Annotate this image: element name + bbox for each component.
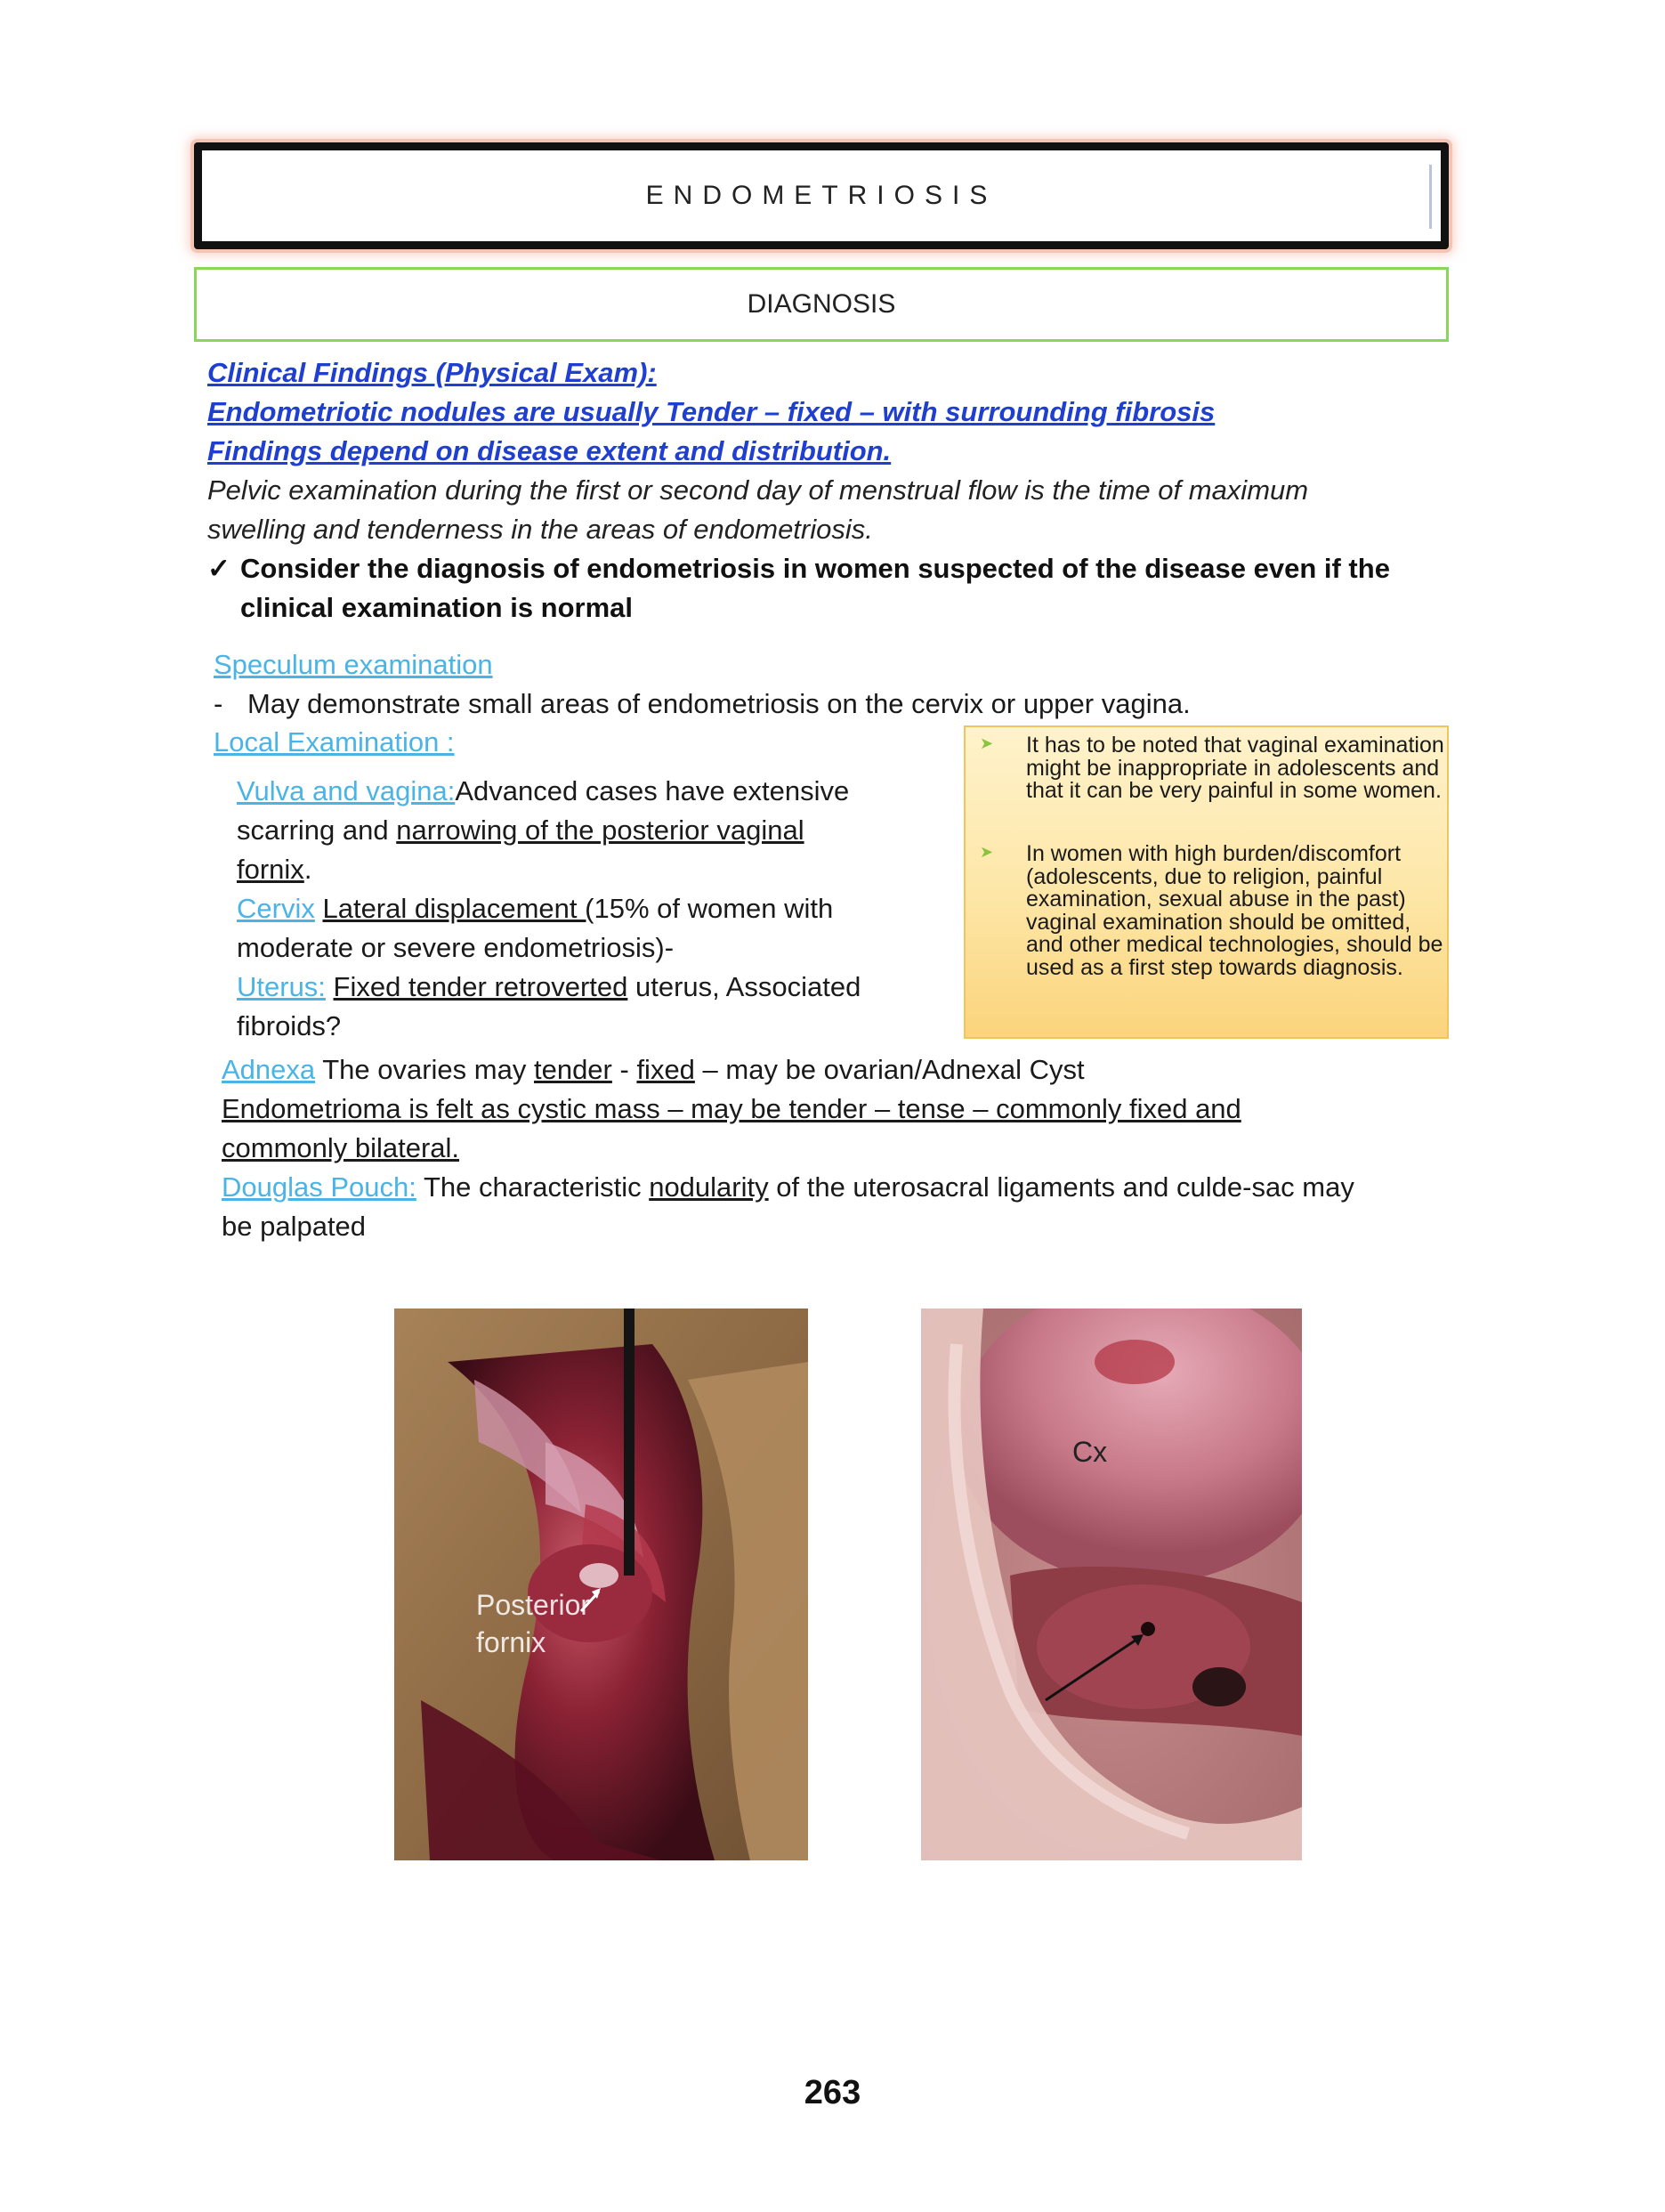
- speculum-heading: Speculum examination: [214, 649, 493, 680]
- consider-line-2: clinical examination is normal: [240, 592, 634, 623]
- uterus-label: Uterus:: [237, 971, 326, 1002]
- posterior-fornix-illustration: [394, 1309, 808, 1860]
- posterior-fornix-photo: [394, 1309, 808, 1860]
- arrow-bullet-icon: ➤: [980, 734, 994, 752]
- clinical-nodules: Endometriotic nodules are usually Tender – fixed – with surrounding fibrosis: [207, 396, 1216, 427]
- title-box-accent: [1429, 165, 1432, 229]
- cervix-line-1: [237, 889, 833, 928]
- uterus-line-1: [237, 968, 861, 1007]
- adnexa-text-1: The ovaries may: [322, 1054, 527, 1085]
- vulva-period: .: [303, 854, 312, 885]
- pelvic-line-2: swelling and tenderness in the areas of endometriosis.: [207, 514, 873, 545]
- adnexa-line-2: Endometrioma is felt as cystic mass – may be tender – tense – commonly fixed and: [222, 1093, 1241, 1124]
- adnexa-fixed: fixed: [636, 1054, 695, 1085]
- vulva-underline-1: narrowing of the posterior vaginal: [396, 814, 804, 846]
- page-title: ENDOMETRIOSIS: [645, 181, 998, 210]
- note-text-2: In women with high burden/discomfort (adolescents, due to religion, painful examination, sexual abuse in the past) vaginal examination should be omitted, and other medical technologies, should be used as a first step towards diagnosis.: [1026, 841, 1443, 980]
- douglas-nodularity: nodularity: [649, 1171, 769, 1203]
- arrow-bullet-icon: ➤: [980, 843, 994, 861]
- vulva-line-2: [237, 811, 804, 850]
- douglas-line-1: [222, 1168, 1354, 1207]
- check-icon: ✓: [207, 553, 230, 584]
- fornix-label: fornix: [476, 1626, 546, 1658]
- cervix-text-2: moderate or severe endometriosis)-: [237, 932, 675, 963]
- uterus-text-1: uterus, Associated: [635, 971, 861, 1002]
- uterus-underline: Fixed tender retroverted: [333, 971, 628, 1002]
- vulva-underline-2: fornix: [237, 854, 304, 885]
- note-box: [964, 725, 1449, 1039]
- adnexa-line-3: commonly bilateral.: [222, 1132, 460, 1163]
- vulva-line-3: [237, 850, 311, 889]
- note-text-1: It has to be noted that vaginal examination might be inappropriate in adolescents and that it can be very painful in some women.: [1026, 733, 1444, 803]
- speculum-dash: -: [214, 688, 223, 719]
- pelvic-line-1: Pelvic examination during the first or second day of menstrual flow is the time of maximum: [207, 474, 1309, 506]
- clinical-heading: Clinical Findings (Physical Exam):: [207, 357, 657, 388]
- consider-line-1: Consider the diagnosis of endometriosis in women suspected of the disease even if the: [240, 553, 1390, 584]
- douglas-text-1: The characteristic: [423, 1171, 642, 1203]
- vulva-line-1: [237, 772, 849, 811]
- page-number: 263: [804, 2074, 861, 2111]
- section-title: DIAGNOSIS: [747, 289, 896, 319]
- cervix-label: Cervix: [237, 893, 315, 924]
- adnexa-label: Adnexa: [222, 1054, 316, 1085]
- adnexa-sep: -: [611, 1054, 637, 1085]
- vulva-text-1: Advanced cases have extensive: [455, 775, 850, 806]
- cx-label: Cx: [1072, 1436, 1108, 1468]
- adnexa-text-2: – may be ovarian/Adnexal Cyst: [694, 1054, 1085, 1085]
- cervix-illustration: [921, 1309, 1302, 1860]
- douglas-text-2: of the uterosacral ligaments and culde-sac may: [776, 1171, 1354, 1203]
- cervix-text-1: 15% of women with: [594, 893, 834, 924]
- section-box: [194, 267, 1449, 342]
- posterior-label: Posterior: [476, 1589, 591, 1621]
- vulva-text-2: scarring and: [237, 814, 389, 846]
- speculum-text: May demonstrate small areas of endometriosis on the cervix or upper vagina.: [247, 688, 1191, 719]
- title-box: [194, 142, 1449, 249]
- vulva-label: Vulva and vagina:: [237, 775, 456, 806]
- douglas-label: Douglas Pouch:: [222, 1171, 416, 1203]
- cervix-photo: [921, 1309, 1302, 1860]
- local-heading: Local Examination :: [214, 726, 455, 758]
- cervix-underline: Lateral displacement (: [322, 893, 594, 924]
- clinical-extent: Findings depend on disease extent and distribution.: [207, 435, 892, 466]
- adnexa-tender: tender: [533, 1054, 612, 1085]
- douglas-line-2: be palpated: [222, 1211, 367, 1242]
- uterus-text-2: fibroids?: [237, 1010, 342, 1041]
- adnexa-line-1: [222, 1050, 1085, 1090]
